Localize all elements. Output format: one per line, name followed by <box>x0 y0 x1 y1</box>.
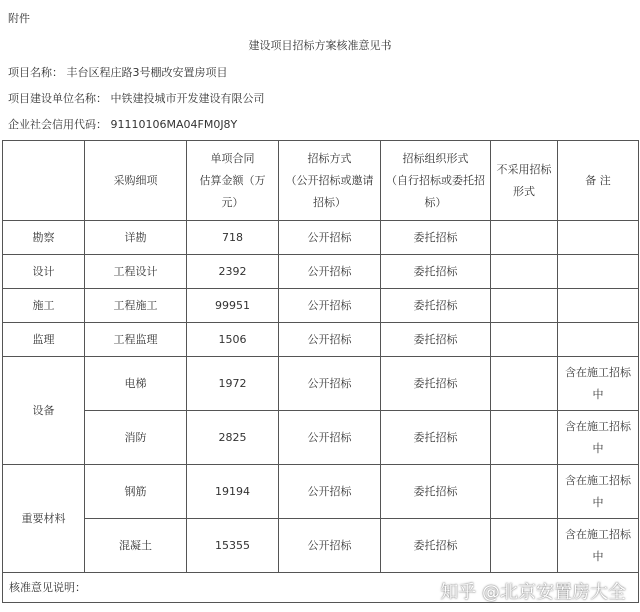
row-org: 委托招标 <box>381 357 491 411</box>
row-note <box>558 289 639 323</box>
table-row <box>3 411 639 465</box>
bid-plan-table <box>2 140 639 603</box>
row-method: 公开招标 <box>279 411 381 465</box>
row-org: 委托招标 <box>381 221 491 255</box>
table-row <box>3 289 639 323</box>
row-item: 工程监理 <box>85 323 187 357</box>
row-amount: 19194 <box>187 465 279 519</box>
table-row <box>3 323 639 357</box>
table-row <box>3 465 639 519</box>
header-org: 招标组织形式 （自行招标或委托招 标） <box>381 141 491 221</box>
row-item: 电梯 <box>85 357 187 411</box>
row-item: 详勘 <box>85 221 187 255</box>
row-note: 含在施工招标 中 <box>558 411 639 465</box>
row-no-bid <box>491 255 558 289</box>
row-method: 公开招标 <box>279 323 381 357</box>
row-category: 设计 <box>3 255 85 289</box>
row-amount: 15355 <box>187 519 279 573</box>
row-item: 工程设计 <box>85 255 187 289</box>
header-method: 招标方式 （公开招标或邀请 招标） <box>279 141 381 221</box>
document-title: 建设项目招标方案核准意见书 <box>248 39 392 52</box>
table-row <box>3 357 639 411</box>
row-category: 勘察 <box>3 221 85 255</box>
row-method: 公开招标 <box>279 221 381 255</box>
watermark: 知乎 @北京安置房大全 <box>440 582 626 603</box>
row-no-bid <box>491 221 558 255</box>
credit-code: 企业社会信用代码： 91110106MA04FM0J8Y <box>8 118 238 131</box>
approval-notes-label: 核准意见说明： <box>3 573 639 603</box>
row-amount: 718 <box>187 221 279 255</box>
row-org: 委托招标 <box>381 465 491 519</box>
table-header-row <box>3 141 639 221</box>
row-item: 混凝土 <box>85 519 187 573</box>
row-note <box>558 255 639 289</box>
row-org: 委托招标 <box>381 411 491 465</box>
row-no-bid <box>491 519 558 573</box>
row-amount: 99951 <box>187 289 279 323</box>
row-org: 委托招标 <box>381 323 491 357</box>
row-no-bid <box>491 465 558 519</box>
row-org: 委托招标 <box>381 255 491 289</box>
header-amount: 单项合同 估算金额（万 元） <box>187 141 279 221</box>
row-category: 施工 <box>3 289 85 323</box>
row-note: 含在施工招标 中 <box>558 357 639 411</box>
row-method: 公开招标 <box>279 289 381 323</box>
row-note: 含在施工招标 中 <box>558 519 639 573</box>
row-amount: 1972 <box>187 357 279 411</box>
row-method: 公开招标 <box>279 255 381 289</box>
row-no-bid <box>491 323 558 357</box>
header-note: 备 注 <box>558 141 639 221</box>
header-item: 采购细项 <box>85 141 187 221</box>
row-org: 委托招标 <box>381 519 491 573</box>
row-note <box>558 323 639 357</box>
row-method: 公开招标 <box>279 465 381 519</box>
row-note <box>558 221 639 255</box>
row-no-bid <box>491 411 558 465</box>
table-row <box>3 519 639 573</box>
project-unit: 项目建设单位名称： 中铁建投城市开发建设有限公司 <box>8 92 265 105</box>
row-item: 工程施工 <box>85 289 187 323</box>
row-no-bid <box>491 357 558 411</box>
row-no-bid <box>491 289 558 323</box>
row-org: 委托招标 <box>381 289 491 323</box>
row-note: 含在施工招标 中 <box>558 465 639 519</box>
row-category: 监理 <box>3 323 85 357</box>
table-row <box>3 221 639 255</box>
table-row <box>3 255 639 289</box>
row-method: 公开招标 <box>279 519 381 573</box>
row-amount: 2825 <box>187 411 279 465</box>
attachment-label: 附件 <box>8 12 30 25</box>
row-item: 钢筋 <box>85 465 187 519</box>
row-method: 公开招标 <box>279 357 381 411</box>
header-category <box>3 141 85 221</box>
project-name: 项目名称： 丰台区程庄路3号棚改安置房项目 <box>8 66 228 79</box>
row-amount: 2392 <box>187 255 279 289</box>
header-no-bid: 不采用招标 形式 <box>491 141 558 221</box>
row-category: 重要材料 <box>3 465 85 573</box>
row-item: 消防 <box>85 411 187 465</box>
row-category: 设备 <box>3 357 85 465</box>
row-amount: 1506 <box>187 323 279 357</box>
